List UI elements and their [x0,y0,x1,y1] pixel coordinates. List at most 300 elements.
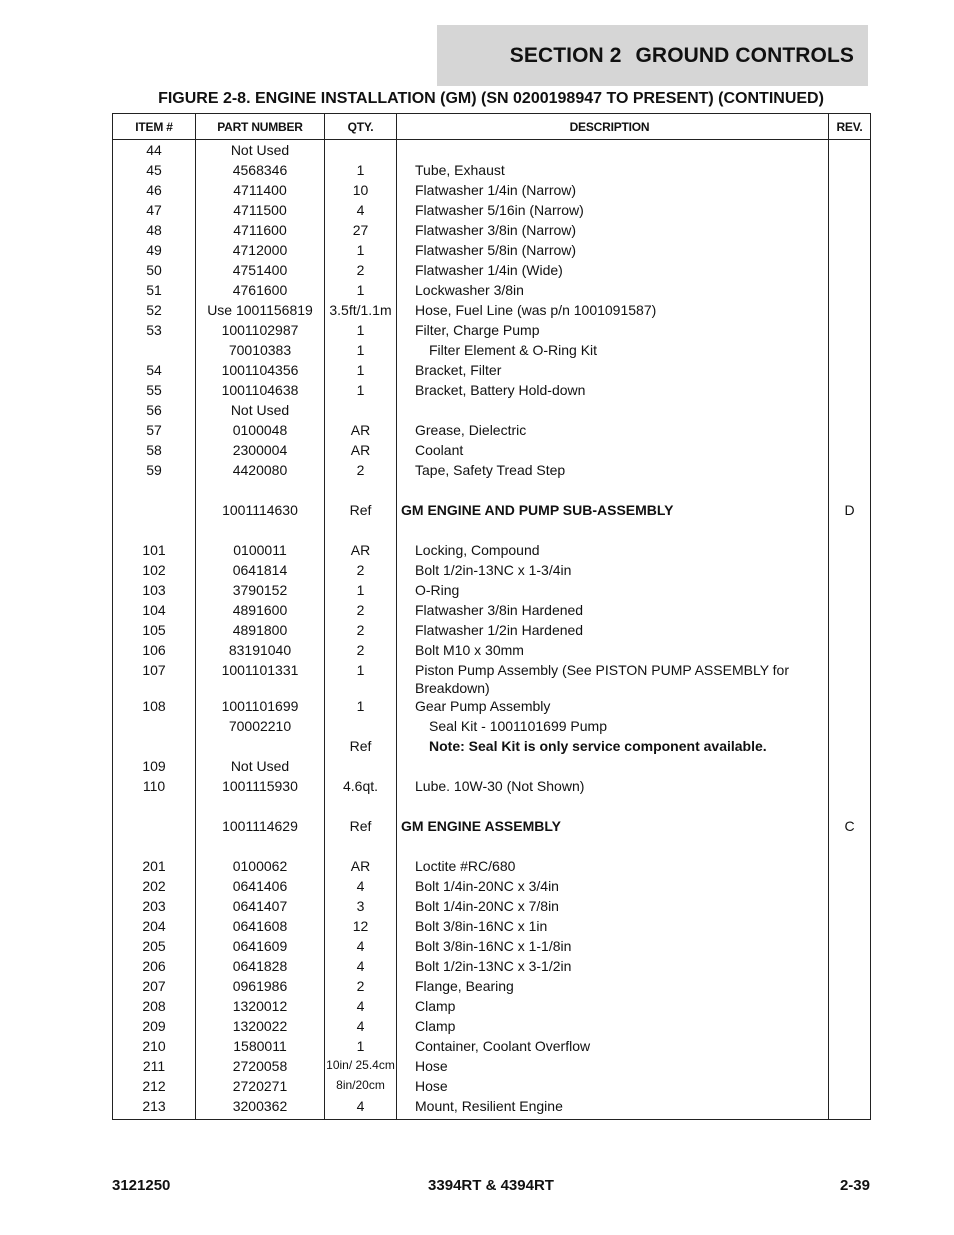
rev-cell [829,1037,871,1057]
qty-cell: 1 [325,161,397,181]
table-row [113,381,871,401]
description-cell: Bolt 3/8in-16NC x 1-1/8in [397,937,829,957]
part-number-cell [196,521,325,541]
part-number-cell: Not Used [196,401,325,421]
rev-cell [829,381,871,401]
table-row [113,717,871,737]
qty-cell: 1 [325,697,397,717]
rev-cell [829,241,871,261]
item-cell: 108 [113,697,196,717]
description-cell: Flatwasher 3/8in (Narrow) [397,221,829,241]
rev-cell [829,977,871,997]
table-row [113,281,871,301]
part-number-cell [196,797,325,817]
rev-cell [829,877,871,897]
description-cell: Bracket, Battery Hold-down [397,381,829,401]
qty-cell: 2 [325,621,397,641]
item-cell: 51 [113,281,196,301]
rev-cell [829,697,871,717]
item-cell: 46 [113,181,196,201]
item-cell: 47 [113,201,196,221]
table-row [113,1077,871,1097]
item-cell: 212 [113,1077,196,1097]
part-number-cell: 1580011 [196,1037,325,1057]
header-qty: QTY. [325,114,397,140]
table-row [113,661,871,697]
qty-cell: 3.5ft/1.1m [325,301,397,321]
table-row [113,1097,871,1120]
description-cell: Flatwasher 1/4in (Wide) [397,261,829,281]
table-row [113,957,871,977]
part-number-cell: 3790152 [196,581,325,601]
part-number-cell: 1001104638 [196,381,325,401]
rev-cell [829,717,871,737]
table-row [113,441,871,461]
qty-cell: 2 [325,977,397,997]
header-part-number: PART NUMBER [196,114,325,140]
part-number-cell: 0641407 [196,897,325,917]
rev-cell [829,181,871,201]
rev-cell [829,161,871,181]
qty-cell [325,717,397,737]
qty-cell: 1 [325,321,397,341]
part-number-cell: 1320022 [196,1017,325,1037]
table-row [113,201,871,221]
qty-cell: 4.6qt. [325,777,397,797]
qty-cell: 8in/20cm [325,1077,397,1097]
rev-cell [829,581,871,601]
page-footer [112,1177,870,1197]
item-cell: 205 [113,937,196,957]
part-number-cell: 1001104356 [196,361,325,381]
description-cell: Flatwasher 1/4in (Narrow) [397,181,829,201]
item-cell [113,737,196,757]
section-title: GROUND CONTROLS [635,43,854,67]
part-number-cell [196,481,325,501]
qty-cell: 4 [325,1017,397,1037]
rev-cell [829,1017,871,1037]
part-number-cell: 4891600 [196,601,325,621]
part-number-cell: 0100062 [196,857,325,877]
qty-cell: 2 [325,261,397,281]
qty-cell: Ref [325,737,397,757]
table-row [113,140,871,162]
rev-cell [829,897,871,917]
qty-cell: 10 [325,181,397,201]
rev-cell [829,481,871,501]
item-cell: 210 [113,1037,196,1057]
rev-cell [829,937,871,957]
item-cell: 201 [113,857,196,877]
part-number-cell: 1320012 [196,997,325,1017]
footer-manual-number: 3121250 [112,1177,171,1194]
part-number-cell: Use 1001156819 [196,301,325,321]
qty-cell: 1 [325,381,397,401]
rev-cell [829,621,871,641]
part-number-cell: 2720271 [196,1077,325,1097]
table-header-row [113,114,871,140]
item-cell: 203 [113,897,196,917]
qty-cell: 4 [325,937,397,957]
part-number-cell: 0641609 [196,937,325,957]
item-cell: 50 [113,261,196,281]
qty-cell: Ref [325,501,397,521]
item-cell: 104 [113,601,196,621]
part-number-cell: 4751400 [196,261,325,281]
qty-cell: AR [325,441,397,461]
qty-cell: 2 [325,561,397,581]
header-item: ITEM # [113,114,196,140]
section-banner [437,25,868,86]
rev-cell [829,301,871,321]
qty-cell: AR [325,541,397,561]
description-cell [397,481,829,501]
qty-cell: 3 [325,897,397,917]
description-cell: Mount, Resilient Engine [397,1097,829,1120]
rev-cell [829,401,871,421]
item-cell: 106 [113,641,196,661]
qty-cell: 12 [325,917,397,937]
rev-cell [829,837,871,857]
rev-cell [829,997,871,1017]
description-cell [397,140,829,162]
rev-cell [829,421,871,441]
rev-cell [829,281,871,301]
description-cell: Flatwasher 5/16in (Narrow) [397,201,829,221]
part-number-cell: 70010383 [196,341,325,361]
item-cell: 54 [113,361,196,381]
parts-table [112,113,871,1120]
rev-cell [829,917,871,937]
item-cell [113,817,196,837]
item-cell: 48 [113,221,196,241]
description-cell [397,757,829,777]
qty-cell: 4 [325,997,397,1017]
part-number-cell: Not Used [196,140,325,162]
part-number-cell: 2300004 [196,441,325,461]
figure-title: FIGURE 2-8. ENGINE INSTALLATION (GM) (SN 0200198947 TO PRESENT) (CONTINUED) [158,90,824,107]
table-row [113,897,871,917]
description-cell: Bolt 1/4in-20NC x 3/4in [397,877,829,897]
qty-cell: Ref [325,817,397,837]
description-cell: GM ENGINE AND PUMP SUB-ASSEMBLY [397,501,829,521]
table-row [113,697,871,717]
table-row [113,501,871,521]
table-row [113,181,871,201]
table-row [113,581,871,601]
description-cell: Tube, Exhaust [397,161,829,181]
item-cell [113,481,196,501]
item-cell: 59 [113,461,196,481]
table-row [113,401,871,421]
description-cell: Seal Kit - 1001101699 Pump [397,717,829,737]
description-cell [397,797,829,817]
table-row [113,541,871,561]
item-cell [113,521,196,541]
part-number-cell: 1001115930 [196,777,325,797]
item-cell: 49 [113,241,196,261]
description-cell: Clamp [397,1017,829,1037]
rev-cell [829,757,871,777]
qty-cell [325,140,397,162]
description-cell: Piston Pump Assembly (See PISTON PUMP ASSEMBLY for Breakdown) [397,661,829,697]
table-row [113,757,871,777]
item-cell: 204 [113,917,196,937]
qty-cell: 1 [325,1037,397,1057]
description-cell: Flange, Bearing [397,977,829,997]
part-number-cell [196,837,325,857]
table-row [113,321,871,341]
item-cell: 45 [113,161,196,181]
rev-cell [829,221,871,241]
rev-cell [829,957,871,977]
qty-cell: 4 [325,877,397,897]
item-cell [113,717,196,737]
table-spacer-row [113,481,871,501]
item-cell: 103 [113,581,196,601]
table-row [113,641,871,661]
part-number-cell: 4568346 [196,161,325,181]
part-number-cell: 83191040 [196,641,325,661]
table-row [113,561,871,581]
description-cell: Bolt 3/8in-16NC x 1in [397,917,829,937]
part-number-cell: 4761600 [196,281,325,301]
part-number-cell: 4712000 [196,241,325,261]
qty-cell: 1 [325,361,397,381]
rev-cell [829,777,871,797]
table-row [113,1037,871,1057]
rev-cell [829,461,871,481]
table-spacer-row [113,837,871,857]
table-row [113,737,871,757]
part-number-cell: 4711500 [196,201,325,221]
parts-table-body [113,140,871,1120]
table-row [113,161,871,181]
part-number-cell: 4420080 [196,461,325,481]
rev-cell [829,541,871,561]
rev-cell [829,561,871,581]
rev-cell [829,521,871,541]
part-number-cell: 4711400 [196,181,325,201]
header-rev: REV. [829,114,871,140]
description-cell: Lockwasher 3/8in [397,281,829,301]
table-row [113,461,871,481]
description-cell: Filter Element & O-Ring Kit [397,341,829,361]
part-number-cell: 4891800 [196,621,325,641]
description-cell: Container, Coolant Overflow [397,1037,829,1057]
part-number-cell: 0961986 [196,977,325,997]
description-cell: Bracket, Filter [397,361,829,381]
table-row [113,421,871,441]
qty-cell: 4 [325,1097,397,1120]
item-cell: 102 [113,561,196,581]
item-cell: 107 [113,661,196,697]
table-row [113,301,871,321]
item-cell: 44 [113,140,196,162]
part-number-cell: 1001102987 [196,321,325,341]
qty-cell: 4 [325,201,397,221]
table-row [113,241,871,261]
item-cell: 206 [113,957,196,977]
item-cell [113,797,196,817]
item-cell: 105 [113,621,196,641]
part-number-cell: 1001101331 [196,661,325,697]
description-cell: Filter, Charge Pump [397,321,829,341]
rev-cell [829,661,871,697]
footer-page-number: 2-39 [839,1177,870,1194]
item-cell: 109 [113,757,196,777]
table-row [113,1057,871,1077]
qty-cell [325,521,397,541]
description-cell: Flatwasher 3/8in Hardened [397,601,829,621]
qty-cell: 1 [325,341,397,361]
qty-cell: AR [325,421,397,441]
part-number-cell: 2720058 [196,1057,325,1077]
description-cell: O-Ring [397,581,829,601]
rev-cell: C [829,817,871,837]
table-row [113,341,871,361]
item-cell: 208 [113,997,196,1017]
rev-cell [829,341,871,361]
header-description: DESCRIPTION [397,114,829,140]
table-row [113,601,871,621]
item-cell: 213 [113,1097,196,1120]
qty-cell [325,837,397,857]
item-cell: 53 [113,321,196,341]
rev-cell [829,601,871,621]
table-row [113,221,871,241]
part-number-cell: 0641828 [196,957,325,977]
qty-cell: 2 [325,461,397,481]
description-cell: Bolt 1/4in-20NC x 7/8in [397,897,829,917]
part-number-cell: 4711600 [196,221,325,241]
table-row [113,361,871,381]
table-row [113,857,871,877]
item-cell: 207 [113,977,196,997]
description-cell: Grease, Dielectric [397,421,829,441]
rev-cell [829,797,871,817]
description-cell: Loctite #RC/680 [397,857,829,877]
rev-cell [829,857,871,877]
rev-cell [829,737,871,757]
table-row [113,817,871,837]
table-row [113,877,871,897]
item-cell: 56 [113,401,196,421]
item-cell: 58 [113,441,196,461]
table-row [113,977,871,997]
rev-cell [829,441,871,461]
rev-cell [829,1077,871,1097]
rev-cell [829,321,871,341]
table-row [113,777,871,797]
rev-cell [829,140,871,162]
item-cell: 52 [113,301,196,321]
item-cell: 211 [113,1057,196,1077]
description-cell: Hose, Fuel Line (was p/n 1001091587) [397,301,829,321]
description-cell: Hose [397,1077,829,1097]
table-row [113,997,871,1017]
description-cell: GM ENGINE ASSEMBLY [397,817,829,837]
rev-cell [829,261,871,281]
description-cell: Lube. 10W-30 (Not Shown) [397,777,829,797]
table-row [113,261,871,281]
qty-cell: 1 [325,281,397,301]
qty-cell [325,481,397,501]
part-number-cell: 1001114630 [196,501,325,521]
part-number-cell: 0100048 [196,421,325,441]
description-cell: Coolant [397,441,829,461]
qty-cell: 2 [325,641,397,661]
item-cell [113,501,196,521]
description-cell: Hose [397,1057,829,1077]
part-number-cell: 1001114629 [196,817,325,837]
qty-cell [325,401,397,421]
qty-cell: 4 [325,957,397,977]
qty-cell: 27 [325,221,397,241]
part-number-cell: 3200362 [196,1097,325,1120]
table-row [113,1017,871,1037]
part-number-cell: 0641814 [196,561,325,581]
description-cell [397,521,829,541]
item-cell [113,837,196,857]
item-cell: 57 [113,421,196,441]
item-cell: 110 [113,777,196,797]
description-cell: Bolt 1/2in-13NC x 3-1/2in [397,957,829,977]
part-number-cell: 0100011 [196,541,325,561]
qty-cell [325,757,397,777]
qty-cell: 1 [325,581,397,601]
qty-cell [325,797,397,817]
rev-cell: D [829,501,871,521]
rev-cell [829,1057,871,1077]
qty-cell: 2 [325,601,397,621]
description-cell [397,837,829,857]
description-cell: Bolt 1/2in-13NC x 1-3/4in [397,561,829,581]
part-number-cell: 0641608 [196,917,325,937]
item-cell: 55 [113,381,196,401]
item-cell [113,341,196,361]
part-number-cell: 1001101699 [196,697,325,717]
section-label: SECTION 2 [509,43,622,67]
description-cell: Flatwasher 5/8in (Narrow) [397,241,829,261]
rev-cell [829,641,871,661]
item-cell: 209 [113,1017,196,1037]
description-cell: Clamp [397,997,829,1017]
description-cell: Tape, Safety Tread Step [397,461,829,481]
rev-cell [829,361,871,381]
qty-cell: 10in/ 25.4cm [325,1057,397,1077]
table-row [113,621,871,641]
part-number-cell: 0641406 [196,877,325,897]
part-number-cell [196,737,325,757]
item-cell: 101 [113,541,196,561]
description-cell: Note: Seal Kit is only service component available. [397,737,829,757]
description-cell: Bolt M10 x 30mm [397,641,829,661]
part-number-cell: 70002210 [196,717,325,737]
description-cell: Locking, Compound [397,541,829,561]
description-cell: Flatwasher 1/2in Hardened [397,621,829,641]
table-row [113,917,871,937]
table-row [113,937,871,957]
qty-cell: 1 [325,241,397,261]
qty-cell: 1 [325,661,397,697]
qty-cell: AR [325,857,397,877]
rev-cell [829,1097,871,1120]
item-cell: 202 [113,877,196,897]
description-cell [397,401,829,421]
table-spacer-row [113,797,871,817]
footer-model: 3394RT & 4394RT [428,1177,554,1194]
